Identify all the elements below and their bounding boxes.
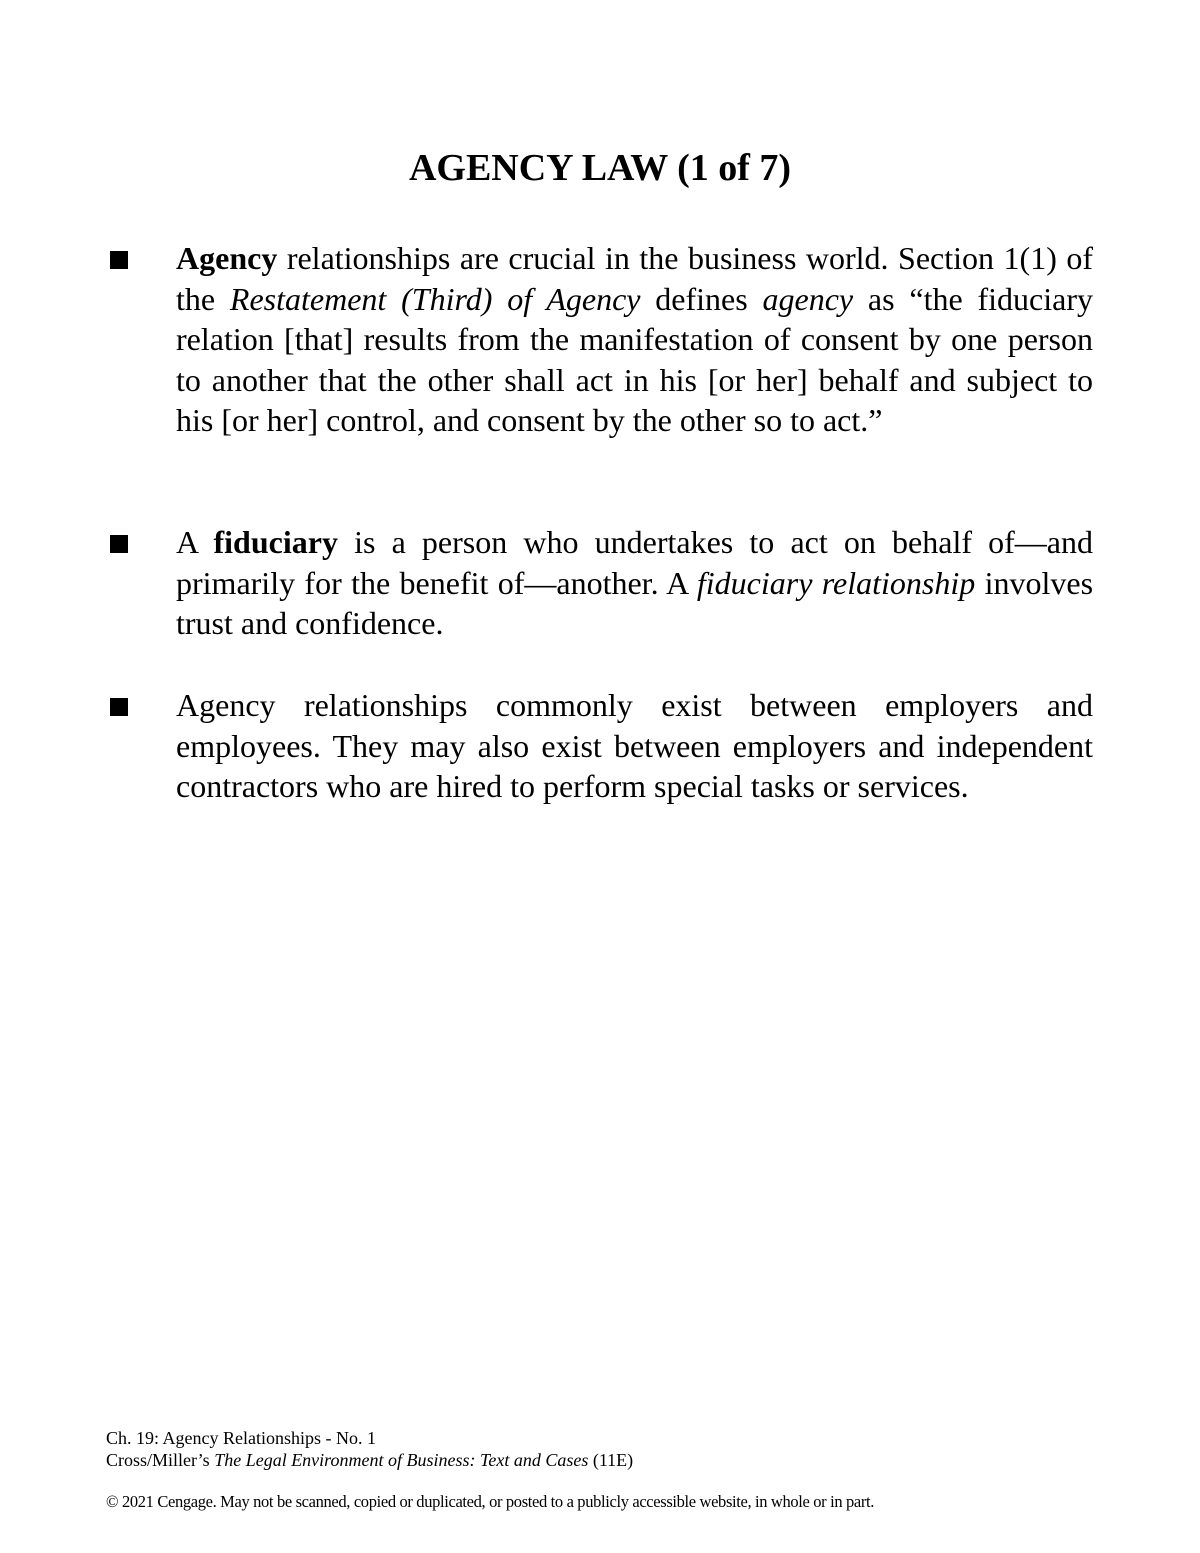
term-bold: fiduciary (213, 524, 338, 560)
footer-copyright: © 2021 Cengage. May not be scanned, copied or duplicated, or posted to a publicly accessible website, in whole or in part. (106, 1492, 875, 1511)
square-bullet-icon (110, 535, 128, 553)
term-italic: agency (762, 280, 854, 317)
page-title: AGENCY LAW (1 of 7) (408, 147, 792, 189)
bullet-text: Agency relationships are crucial in the business world. Section 1(1) of the Restatement (Third) of Agency defines agency as “the fiduciary relation [that] results from the manifestation of consent by one person to another that the other shall act in his [or her] behalf and subject to his [or her] control, and consent by the other so to act.” (176, 240, 1093, 438)
bullet-text: Agency relationships commonly exist between employers and employees. They may also exist between employers and independent contractors who are hired to perform special tasks or services. (176, 687, 1093, 804)
term-italic: fiduciary relationship (696, 564, 976, 601)
square-bullet-icon (110, 251, 128, 269)
footer-book-credit: Cross/Miller’s The Legal Environment of Business: Text and Cases (11E) (106, 1450, 634, 1470)
bullet-text: A fiduciary is a person who undertakes to act on behalf of—and primarily for the benefit of—another. A fiduciary relationship involves trust and confidence. (176, 524, 1094, 641)
footer-chapter: Ch. 19: Agency Relationships - No. 1 (106, 1428, 376, 1448)
term-bold: Agency (176, 240, 278, 276)
square-bullet-icon (110, 698, 128, 716)
book-title: The Legal Environment of Business: Text and Cases (214, 1450, 589, 1470)
source-title: Restatement (Third) of Agency (229, 280, 641, 317)
